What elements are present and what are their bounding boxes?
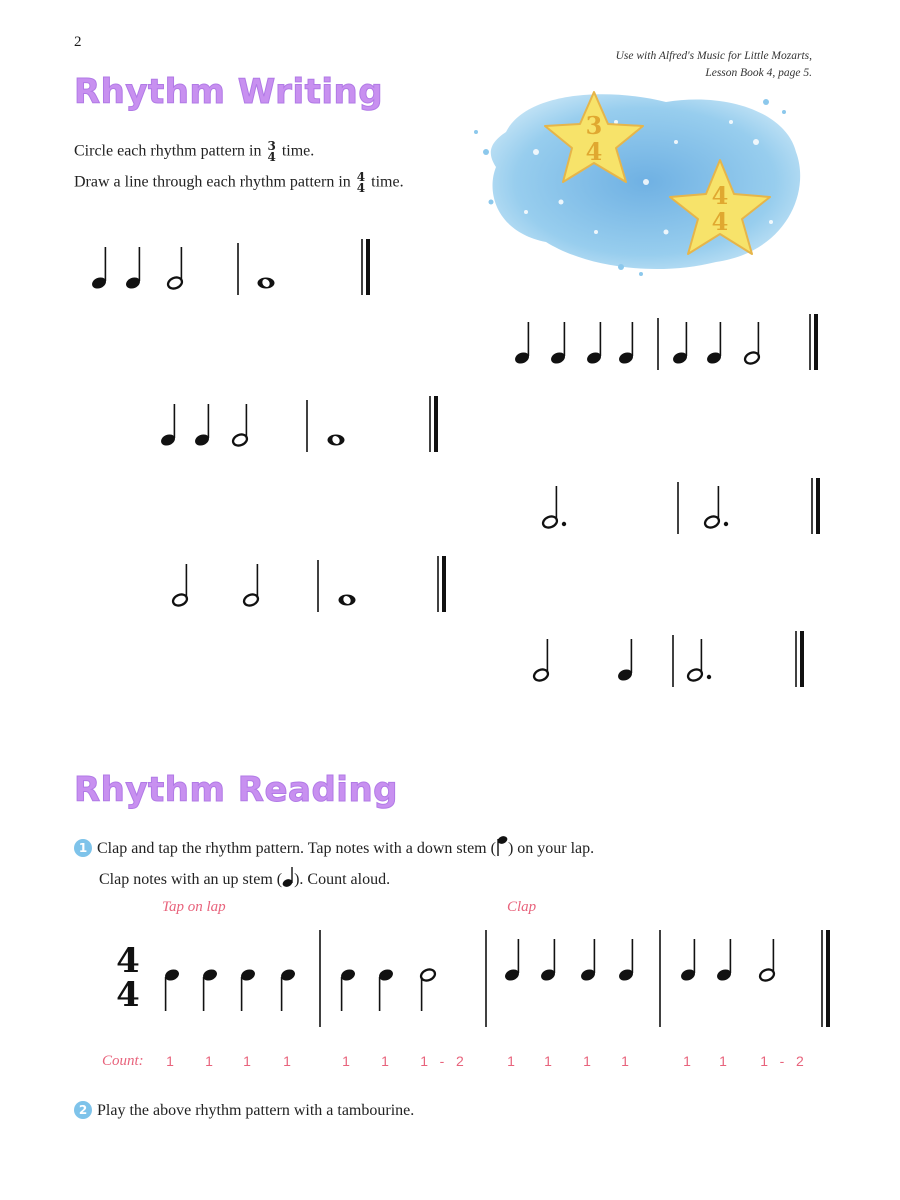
quarter-note xyxy=(549,322,566,366)
quarter-note xyxy=(616,639,633,683)
time-signature-top: 4 xyxy=(356,170,366,184)
dotted-half-note xyxy=(703,486,728,530)
step-2-text: Play the above rhythm pattern with a tambourine. xyxy=(97,1102,415,1119)
quarter-note xyxy=(617,939,634,983)
instruction-line-end: time. xyxy=(371,173,404,191)
count-number: 1 - 2 xyxy=(760,1053,804,1069)
reading-time-signature-top: 4 xyxy=(116,941,140,981)
step-1-badge: 1 xyxy=(74,839,92,857)
time-signature-bottom: 4 xyxy=(356,181,366,195)
quarter-note xyxy=(239,967,256,1011)
quarter-note xyxy=(705,322,722,366)
quarter-note xyxy=(377,967,394,1011)
quarter-note xyxy=(279,967,296,1011)
down-stem-note-icon xyxy=(496,835,508,857)
reading-measure xyxy=(163,967,296,1011)
step-1-line-2: Clap notes with an up stem ( xyxy=(99,871,283,888)
rhythm-pattern xyxy=(171,556,446,612)
half-note xyxy=(758,939,775,983)
final-barline xyxy=(796,631,804,687)
count-number: 1 xyxy=(342,1053,350,1069)
instruction-circle-text: Circle each rhythm pattern in xyxy=(74,142,262,160)
star-bottom-numeral: 4 xyxy=(711,207,729,236)
dotted-half-note xyxy=(541,486,566,530)
final-barline xyxy=(362,239,370,295)
count-number: 1 xyxy=(621,1053,629,1069)
star-bottom-numeral: 4 xyxy=(585,137,603,166)
count-number: 1 xyxy=(283,1053,291,1069)
clap-label: Clap xyxy=(507,899,537,915)
page-number: 2 xyxy=(74,34,82,50)
step-1-line-2-end: ). Count aloud. xyxy=(294,871,391,888)
quarter-note xyxy=(201,967,218,1011)
reading-step-2 xyxy=(74,1101,414,1120)
reading-step-1 xyxy=(74,835,594,858)
reading-time-signature-bottom: 4 xyxy=(116,975,140,1015)
half-note xyxy=(166,247,183,291)
step-2-badge: 2 xyxy=(74,1101,92,1119)
quarter-note xyxy=(159,404,176,448)
count-number: 1 xyxy=(507,1053,515,1069)
whole-note xyxy=(328,435,345,446)
rhythm-pattern xyxy=(541,478,820,534)
quarter-note xyxy=(339,967,356,1011)
count-number: 1 xyxy=(166,1053,174,1069)
reading-measure xyxy=(503,939,634,983)
count-number: 1 xyxy=(544,1053,552,1069)
rhythm-pattern xyxy=(159,396,438,452)
quarter-note xyxy=(617,322,634,366)
count-number: 1 xyxy=(243,1053,251,1069)
step-1-text-end: ) on your lap. xyxy=(507,840,595,857)
count-label: Count: xyxy=(102,1053,144,1069)
half-note xyxy=(743,322,760,366)
quarter-note xyxy=(539,939,556,983)
quarter-note xyxy=(585,322,602,366)
whole-note xyxy=(258,278,275,289)
rhythm-pattern xyxy=(532,631,804,687)
half-note xyxy=(242,564,259,608)
count-number: 1 xyxy=(719,1053,727,1069)
rhythm-reading-title: Rhythm Reading xyxy=(74,770,398,810)
reference-line-1: Use with Alfred's Music for Little Mozarts, xyxy=(615,50,812,62)
final-barline xyxy=(430,396,438,452)
time-signature-top: 3 xyxy=(267,139,276,153)
quarter-note xyxy=(513,322,530,366)
dotted-half-note xyxy=(686,639,711,683)
quarter-note xyxy=(671,322,688,366)
quarter-note xyxy=(163,967,180,1011)
up-stem-note-icon xyxy=(282,866,294,888)
quarter-note xyxy=(715,939,732,983)
half-note xyxy=(231,404,248,448)
rhythm-pattern xyxy=(90,239,370,295)
final-barline xyxy=(438,556,446,612)
quarter-note xyxy=(193,404,210,448)
step-1-text: Clap and tap the rhythm pattern. Tap notes with a down stem ( xyxy=(97,840,496,857)
count-number: 1 xyxy=(583,1053,591,1069)
half-note xyxy=(171,564,188,608)
final-barline xyxy=(822,930,830,1027)
half-note xyxy=(419,967,436,1011)
quarter-note xyxy=(124,247,141,291)
reading-measure xyxy=(339,967,436,1011)
quarter-note xyxy=(679,939,696,983)
whole-note xyxy=(339,595,356,606)
reference-line-2: Lesson Book 4, page 5. xyxy=(705,67,812,79)
final-barline xyxy=(810,314,818,370)
count-number: 1 xyxy=(381,1053,389,1069)
rhythm-patterns xyxy=(90,239,820,687)
final-barline xyxy=(812,478,820,534)
quarter-note xyxy=(90,247,107,291)
rhythm-pattern xyxy=(513,314,818,370)
reading-step-1-cont xyxy=(99,866,390,889)
star-top-numeral: 3 xyxy=(585,111,603,140)
time-signature-bottom: 4 xyxy=(267,150,276,164)
reading-measure xyxy=(679,939,775,983)
reading-rhythm xyxy=(163,930,830,1027)
tap-on-lap-label: Tap on lap xyxy=(162,899,226,915)
count-number: 1 xyxy=(683,1053,691,1069)
count-number: 1 - 2 xyxy=(420,1053,464,1069)
star-top-numeral: 4 xyxy=(711,181,729,210)
quarter-note xyxy=(579,939,596,983)
half-note xyxy=(532,639,549,683)
instruction-line-text: Draw a line through each rhythm pattern in xyxy=(74,173,351,191)
count-number: 1 xyxy=(205,1053,213,1069)
quarter-note xyxy=(503,939,520,983)
instruction-circle-end: time. xyxy=(281,142,315,160)
rhythm-writing-title: Rhythm Writing xyxy=(74,72,384,112)
